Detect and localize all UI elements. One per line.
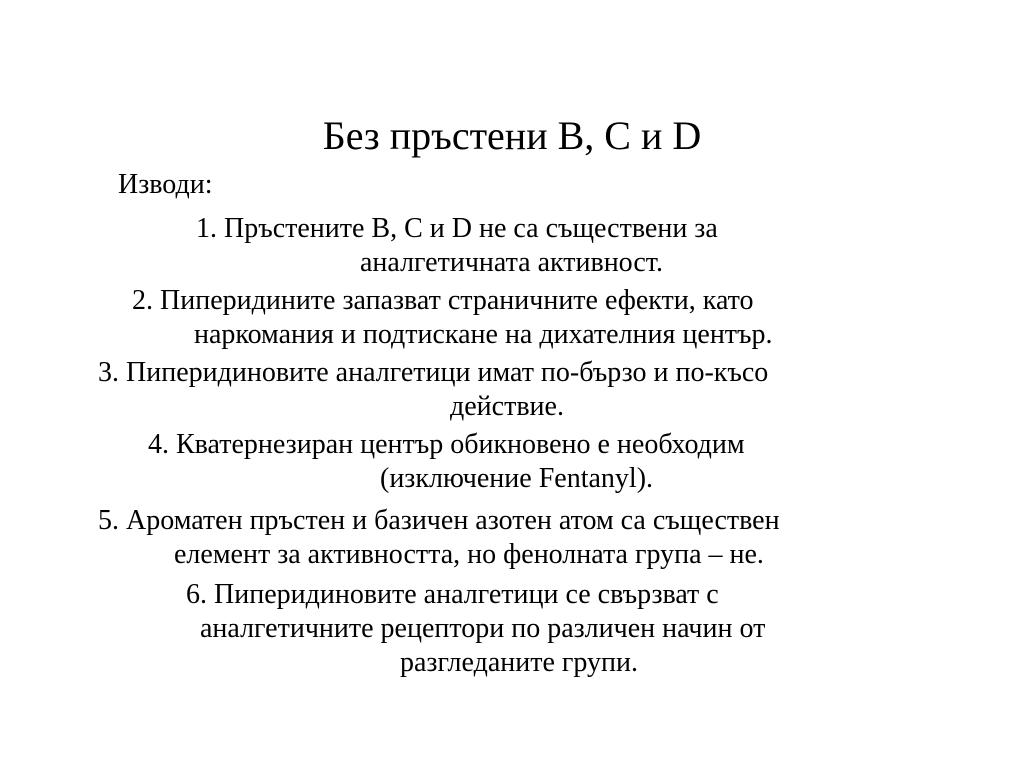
item-1-line-2: аналгетичната активност.	[360, 247, 663, 278]
item-4-line-2: (изключение Fentanyl).	[380, 463, 654, 494]
item-6-line-3: разгледаните групи.	[400, 647, 638, 678]
item-5-line-1: 5. Ароматен пръстен и базичен азотен атом са съществен	[98, 505, 780, 536]
conclusion-item-4	[148, 428, 745, 496]
slide-subtitle: Изводи:	[118, 169, 213, 200]
conclusion-item-1	[196, 212, 718, 280]
item-4-line-1: 4. Кватернезиран център обикновено е необходим	[148, 429, 745, 460]
item-5-line-2: елемент за активността, но фенолната група – не.	[174, 539, 764, 570]
conclusion-item-6	[186, 578, 765, 680]
item-6-line-2: аналгетичните рецептори по различен начин от	[200, 613, 766, 644]
conclusion-item-2	[132, 284, 773, 352]
conclusion-item-3	[98, 356, 768, 424]
item-1-line-1: 1. Пръстените B, C и D не са съществени за	[196, 213, 718, 244]
item-2-line-2: наркомания и подтискане на дихателния център.	[194, 319, 773, 350]
slide-title: Без пръстени B, C и D	[322, 113, 702, 158]
item-2-line-1: 2. Пиперидините запазват страничните ефекти, като	[132, 285, 754, 316]
item-6-line-1: 6. Пиперидиновите аналгетици се свързват с	[186, 579, 719, 610]
item-3-line-2: действие.	[450, 391, 564, 422]
conclusion-item-5	[98, 504, 780, 572]
item-3-line-1: 3. Пиперидиновите аналгетици имат по-бързо и по-късо	[98, 357, 769, 388]
